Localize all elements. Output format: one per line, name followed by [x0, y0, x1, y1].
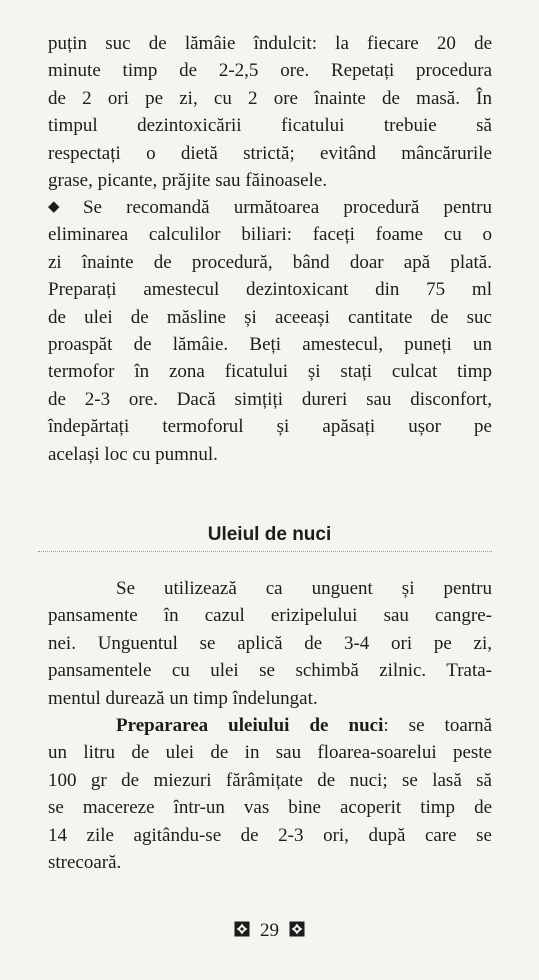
text-line: [48, 712, 492, 739]
text-line: se macereze într-un vas bine acoperit timp de: [48, 797, 492, 819]
text-line: un litru de ulei de in sau floarea-soarelui peste: [48, 742, 492, 764]
heading-divider: [38, 551, 492, 552]
diamond-bullet-icon: ◆: [48, 199, 79, 215]
text-line: Se utilizează ca unguent și pentru: [116, 578, 492, 599]
text-line: grase, picante, prăjite sau făinoasele.: [48, 170, 328, 192]
text-line: eliminarea calculilor biliari: faceți foame cu o: [48, 224, 492, 246]
text-line: proaspăt de lămâie. Beți amestecul, puneți un: [48, 334, 492, 356]
text-line-content: Se recomandă următoarea procedură pentru: [82, 197, 492, 218]
section-heading: Uleiul de nuci: [207, 524, 332, 545]
page-footer: [0, 920, 539, 942]
text-line: mentul durează un timp îndelungat.: [48, 687, 318, 709]
text-line: nei. Unguentul se aplică de 3-4 ori pe zi,: [48, 632, 492, 654]
text-line: pansamente în cazul erizipelului sau cangre-: [48, 605, 492, 627]
paragraph-dezintoxicare: [48, 30, 492, 194]
text-line: pansamentele cu ulei se schimbă zilnic. Trata-: [48, 660, 492, 682]
text-line: Preparați amestecul dezintoxicant din 75 ml: [48, 279, 492, 301]
text-line: puțin suc de lămâie îndulcit: la fiecare 20 de: [48, 33, 492, 54]
text-line: respectați o dietă strictă; evitând mâncărurile: [48, 142, 492, 164]
text-line: strecoară.: [48, 852, 122, 874]
text-line-content: : se toarnă: [383, 715, 493, 736]
paragraph-preparare: [48, 712, 492, 876]
paragraph-calculi-biliari: [48, 194, 492, 468]
paragraph-utilizare: [48, 575, 492, 712]
text-line: minute timp de 2-2,5 ore. Repetați procedura: [48, 60, 492, 82]
text-line: 14 zile agitându-se de 2-3 ori, după care se: [48, 824, 492, 846]
square-flower-ornament-icon: [289, 921, 305, 937]
text-line: de 2-3 ore. Dacă simțiți dureri sau disconfort,: [48, 388, 492, 410]
bold-lead-in: Prepararea uleiului de nuci: [116, 715, 384, 736]
text-line: termofor în zona ficatului și stați culcat timp: [48, 361, 492, 383]
text-line: [48, 194, 492, 221]
text-line: zi înainte de procedură, bând doar apă plată.: [48, 251, 492, 273]
text-line: timpul dezintoxicării ficatului trebuie să: [48, 115, 492, 137]
square-flower-ornament-icon: [234, 921, 250, 937]
text-line: 100 gr de miezuri fărâmițate de nuci; se lasă să: [48, 769, 492, 791]
text-line: același loc cu pumnul.: [48, 443, 218, 465]
page-number: 29: [260, 920, 279, 941]
text-line: de ulei de măsline și aceeași cantitate de suc: [48, 306, 492, 328]
text-line: îndepărtați termoforul și apăsați ușor pe: [48, 416, 492, 438]
text-line: de 2 ori pe zi, cu 2 ore înainte de masă. În: [48, 87, 492, 109]
